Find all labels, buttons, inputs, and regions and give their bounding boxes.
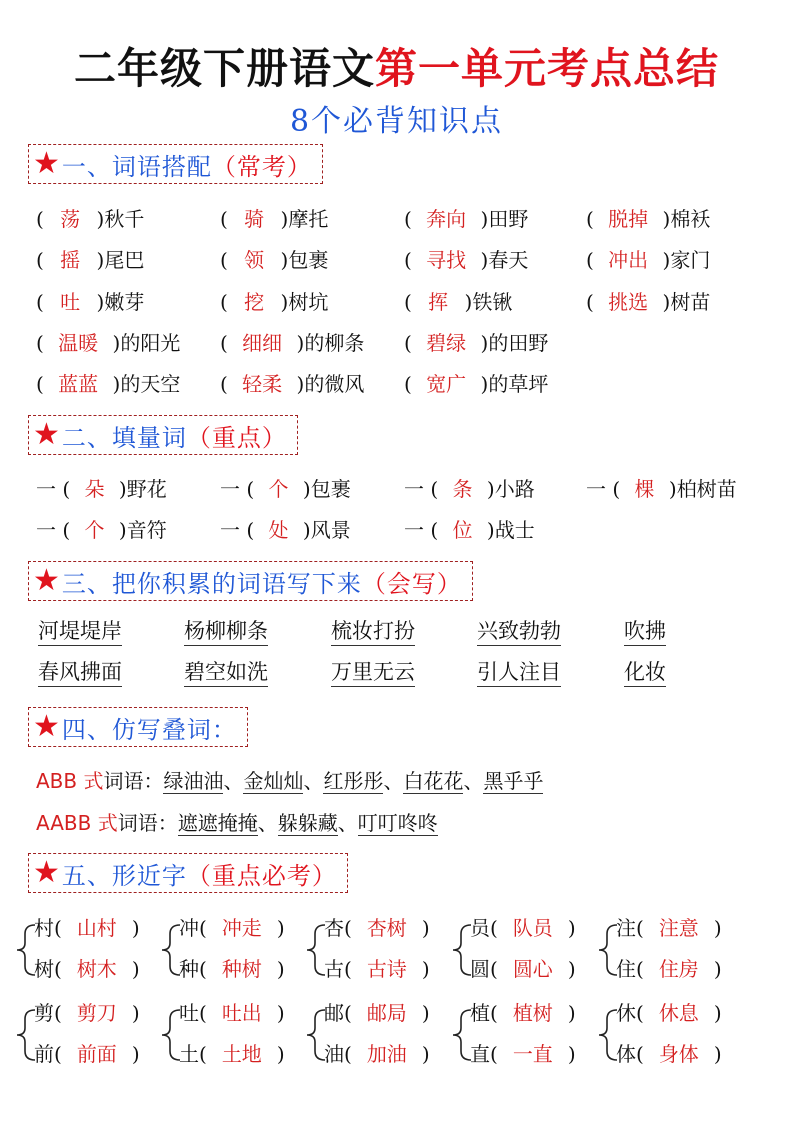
measure-item xyxy=(36,473,167,502)
separator: 、 xyxy=(337,811,358,835)
open-paren: ( xyxy=(36,372,51,396)
close-paren: ) xyxy=(131,1042,140,1066)
reduplicated-word: 绿油油 xyxy=(163,769,224,793)
open-paren: ( xyxy=(404,290,419,314)
measure-item xyxy=(220,473,351,502)
close-paren: ) xyxy=(421,1042,430,1066)
open-paren: ( xyxy=(404,248,419,272)
vocab-word: 吹拂 xyxy=(624,618,666,646)
char-line xyxy=(34,912,140,941)
item-text: )野花 xyxy=(112,477,167,501)
example-word: 前面 xyxy=(76,1042,117,1066)
section-3-header xyxy=(28,561,473,601)
vocab-word: 引人注目 xyxy=(477,659,561,687)
source-char: 树( xyxy=(34,957,62,981)
item-text: )音符 xyxy=(112,518,167,542)
vocab-word: 梳妆打扮 xyxy=(331,618,415,646)
reduplicated-word: 金灿灿 xyxy=(243,769,304,793)
close-paren: ) xyxy=(713,957,722,981)
close-paren: ) xyxy=(276,1001,285,1025)
answer-text: 棵 xyxy=(634,477,655,501)
source-char: 古( xyxy=(324,957,352,981)
collocation-item xyxy=(36,244,144,273)
vocab-word: 碧空如洗 xyxy=(184,659,268,687)
answer-text: 寻找 xyxy=(426,248,467,272)
close-paren: ) xyxy=(421,1001,430,1025)
char-line xyxy=(616,997,722,1026)
vocab-word: 河堤堤岸 xyxy=(38,618,122,646)
pattern-label: AABB 式 xyxy=(36,811,118,835)
source-char: 员( xyxy=(470,916,498,940)
answer-text: 冲出 xyxy=(608,248,649,272)
collocation-item xyxy=(36,368,180,397)
example-word: 山村 xyxy=(76,916,117,940)
collocation-item xyxy=(36,286,144,315)
char-line xyxy=(470,997,576,1026)
close-paren: ) xyxy=(421,916,430,940)
star-icon: ★ xyxy=(33,709,60,744)
page-title xyxy=(0,36,793,96)
close-paren: ) xyxy=(713,1042,722,1066)
answer-text: 挖 xyxy=(244,290,265,314)
vocab-word: 春风拂面 xyxy=(38,659,122,687)
close-paren: ) xyxy=(567,1042,576,1066)
section-5-header xyxy=(28,853,348,893)
source-char: 土( xyxy=(179,1042,207,1066)
separator: 、 xyxy=(463,769,484,793)
example-word: 加油 xyxy=(366,1042,407,1066)
source-char: 植( xyxy=(470,1001,498,1025)
source-char: 直( xyxy=(470,1042,498,1066)
collocation-item xyxy=(220,286,328,315)
item-text: )的田野 xyxy=(474,331,549,355)
source-char: 种( xyxy=(179,957,207,981)
source-char: 注( xyxy=(616,916,644,940)
open-paren: ( xyxy=(36,207,51,231)
collocation-item xyxy=(220,368,364,397)
open-paren: ( xyxy=(404,331,419,355)
char-line xyxy=(616,912,722,941)
example-word: 杏树 xyxy=(366,916,407,940)
pattern-suffix: 词语： xyxy=(103,769,164,793)
close-paren: ) xyxy=(276,916,285,940)
page-subtitle: 8个必背知识点 xyxy=(289,104,504,139)
item-text: )战士 xyxy=(480,518,535,542)
collocation-item xyxy=(404,368,548,397)
char-pair xyxy=(153,910,303,996)
section-note: （重点） xyxy=(186,423,287,452)
measure-item xyxy=(220,514,351,543)
open-paren: ( xyxy=(36,331,51,355)
section-note: （常考） xyxy=(211,152,312,181)
item-text: )秋千 xyxy=(90,207,145,231)
example-word: 古诗 xyxy=(366,957,407,981)
vocab-word: 化妆 xyxy=(624,659,666,687)
source-char: 圆( xyxy=(470,957,498,981)
char-line xyxy=(179,997,285,1026)
source-char: 油( xyxy=(324,1042,352,1066)
close-paren: ) xyxy=(567,957,576,981)
close-paren: ) xyxy=(131,1001,140,1025)
answer-text: 蓝蓝 xyxy=(58,372,99,396)
collocation-item xyxy=(404,327,548,356)
char-pair xyxy=(590,995,740,1081)
open-paren: ( xyxy=(220,290,235,314)
close-paren: ) xyxy=(713,916,722,940)
collocation-item xyxy=(36,327,180,356)
section-note: （重点必考） xyxy=(186,861,337,890)
source-char: 村( xyxy=(34,916,62,940)
item-text: )尾巴 xyxy=(90,248,145,272)
collocation-item xyxy=(404,244,528,273)
title-part1: 二年级下册语文 xyxy=(73,44,375,93)
example-word: 休息 xyxy=(658,1001,699,1025)
item-text: )树苗 xyxy=(656,290,711,314)
source-char: 体( xyxy=(616,1042,644,1066)
answer-text: 朵 xyxy=(84,477,105,501)
char-line xyxy=(324,953,430,982)
item-text: )嫩芽 xyxy=(90,290,145,314)
section-2-header xyxy=(28,415,298,455)
number-text: 一 ( xyxy=(586,477,627,501)
section-note: （会写） xyxy=(361,569,462,598)
example-word: 种树 xyxy=(221,957,262,981)
open-paren: ( xyxy=(220,331,235,355)
example-word: 植树 xyxy=(512,1001,553,1025)
char-line xyxy=(34,997,140,1026)
reduplicated-word: 叮叮咚咚 xyxy=(357,811,438,835)
char-line xyxy=(34,953,140,982)
close-paren: ) xyxy=(131,916,140,940)
item-text: )的天空 xyxy=(106,372,181,396)
char-line xyxy=(324,1038,430,1067)
close-paren: ) xyxy=(713,1001,722,1025)
item-text: )的阳光 xyxy=(106,331,181,355)
title-part2: 第一单元考点总结 xyxy=(375,44,720,93)
pattern-suffix: 词语： xyxy=(117,811,178,835)
separator: 、 xyxy=(257,811,278,835)
collocation-item xyxy=(586,286,710,315)
close-paren: ) xyxy=(421,957,430,981)
char-pair xyxy=(298,995,448,1081)
collocation-item xyxy=(220,244,328,273)
item-text: )包裹 xyxy=(296,477,351,501)
char-line xyxy=(470,912,576,941)
number-text: 一 ( xyxy=(404,518,445,542)
answer-text: 骑 xyxy=(244,207,265,231)
answer-text: 个 xyxy=(84,518,105,542)
char-line xyxy=(470,953,576,982)
answer-text: 处 xyxy=(268,518,289,542)
reduplicated-word: 白花花 xyxy=(403,769,464,793)
open-paren: ( xyxy=(586,248,601,272)
collocation-item xyxy=(404,203,528,232)
answer-text: 吐 xyxy=(60,290,81,314)
open-paren: ( xyxy=(404,372,419,396)
item-text: )的微风 xyxy=(290,372,365,396)
reduplication-row xyxy=(36,807,438,836)
reduplication-row xyxy=(36,765,543,794)
example-word: 邮局 xyxy=(366,1001,407,1025)
char-line xyxy=(179,912,285,941)
item-text: )田野 xyxy=(474,207,529,231)
number-text: 一 ( xyxy=(220,477,261,501)
measure-item xyxy=(586,473,737,502)
answer-text: 个 xyxy=(268,477,289,501)
answer-text: 轻柔 xyxy=(242,372,283,396)
char-line xyxy=(616,1038,722,1067)
answer-text: 挑选 xyxy=(608,290,649,314)
example-word: 身体 xyxy=(658,1042,699,1066)
reduplicated-word: 黑乎乎 xyxy=(483,769,544,793)
answer-text: 脱掉 xyxy=(608,207,649,231)
close-paren: ) xyxy=(567,1001,576,1025)
answer-text: 碧绿 xyxy=(426,331,467,355)
close-paren: ) xyxy=(567,916,576,940)
item-text: )风景 xyxy=(296,518,351,542)
answer-text: 条 xyxy=(452,477,473,501)
answer-text: 摇 xyxy=(60,248,81,272)
open-paren: ( xyxy=(220,372,235,396)
star-icon: ★ xyxy=(33,563,60,598)
char-line xyxy=(34,1038,140,1067)
open-paren: ( xyxy=(220,207,235,231)
section-heading: 一、词语搭配 xyxy=(61,152,212,181)
pattern-label: ABB 式 xyxy=(36,769,104,793)
char-pair xyxy=(8,910,158,996)
section-heading: 五、形近字 xyxy=(61,861,187,890)
example-word: 冲走 xyxy=(221,916,262,940)
item-text: )铁锹 xyxy=(458,290,513,314)
source-char: 住( xyxy=(616,957,644,981)
collocation-item xyxy=(404,286,512,315)
separator: 、 xyxy=(383,769,404,793)
example-word: 队员 xyxy=(512,916,553,940)
number-text: 一 ( xyxy=(36,477,77,501)
answer-text: 细细 xyxy=(242,331,283,355)
example-word: 剪刀 xyxy=(76,1001,117,1025)
section-4-header xyxy=(28,707,248,747)
source-char: 休( xyxy=(616,1001,644,1025)
separator: 、 xyxy=(303,769,324,793)
separator: 、 xyxy=(223,769,244,793)
open-paren: ( xyxy=(220,248,235,272)
example-word: 树木 xyxy=(76,957,117,981)
item-text: )柏树苗 xyxy=(662,477,737,501)
measure-item xyxy=(404,514,535,543)
close-paren: ) xyxy=(276,1042,285,1066)
source-char: 杏( xyxy=(324,916,352,940)
source-char: 剪( xyxy=(34,1001,62,1025)
char-line xyxy=(470,1038,576,1067)
star-icon: ★ xyxy=(33,855,60,890)
source-char: 冲( xyxy=(179,916,207,940)
example-word: 吐出 xyxy=(221,1001,262,1025)
item-text: )的草坪 xyxy=(474,372,549,396)
section-heading: 三、把你积累的词语写下来 xyxy=(61,569,362,598)
char-line xyxy=(179,1038,285,1067)
open-paren: ( xyxy=(586,290,601,314)
char-line xyxy=(616,953,722,982)
example-word: 住房 xyxy=(658,957,699,981)
item-text: )小路 xyxy=(480,477,535,501)
collocation-item xyxy=(220,327,364,356)
item-text: )的柳条 xyxy=(290,331,365,355)
example-word: 圆心 xyxy=(512,957,553,981)
item-text: )树坑 xyxy=(274,290,329,314)
answer-text: 宽广 xyxy=(426,372,467,396)
answer-text: 领 xyxy=(244,248,265,272)
reduplicated-word: 红彤彤 xyxy=(323,769,384,793)
char-pair xyxy=(444,995,594,1081)
vocab-word: 杨柳柳条 xyxy=(184,618,268,646)
answer-text: 荡 xyxy=(60,207,81,231)
reduplicated-word: 躲躲藏 xyxy=(277,811,338,835)
collocation-item xyxy=(586,203,710,232)
open-paren: ( xyxy=(36,248,51,272)
measure-item xyxy=(404,473,535,502)
open-paren: ( xyxy=(404,207,419,231)
item-text: )摩托 xyxy=(274,207,329,231)
answer-text: 挥 xyxy=(428,290,449,314)
char-line xyxy=(179,953,285,982)
section-heading: 四、仿写叠词： xyxy=(61,715,237,744)
source-char: 吐( xyxy=(179,1001,207,1025)
item-text: )包裹 xyxy=(274,248,329,272)
measure-item xyxy=(36,514,167,543)
collocation-item xyxy=(220,203,328,232)
example-word: 土地 xyxy=(221,1042,262,1066)
number-text: 一 ( xyxy=(36,518,77,542)
char-pair xyxy=(444,910,594,996)
section-1-header xyxy=(28,144,323,184)
answer-text: 位 xyxy=(452,518,473,542)
number-text: 一 ( xyxy=(220,518,261,542)
example-word: 一直 xyxy=(512,1042,553,1066)
open-paren: ( xyxy=(586,207,601,231)
star-icon: ★ xyxy=(33,417,60,452)
char-pair xyxy=(590,910,740,996)
close-paren: ) xyxy=(276,957,285,981)
answer-text: 温暖 xyxy=(58,331,99,355)
star-icon: ★ xyxy=(33,146,60,181)
vocab-word: 万里无云 xyxy=(331,659,415,687)
char-line xyxy=(324,912,430,941)
char-line xyxy=(324,997,430,1026)
collocation-item xyxy=(586,244,710,273)
number-text: 一 ( xyxy=(404,477,445,501)
source-char: 邮( xyxy=(324,1001,352,1025)
open-paren: ( xyxy=(36,290,51,314)
reduplicated-word: 遮遮掩掩 xyxy=(177,811,258,835)
char-pair xyxy=(8,995,158,1081)
collocation-item xyxy=(36,203,144,232)
section-heading: 二、填量词 xyxy=(61,423,187,452)
answer-text: 奔向 xyxy=(426,207,467,231)
item-text: )家门 xyxy=(656,248,711,272)
item-text: )春天 xyxy=(474,248,529,272)
char-pair xyxy=(298,910,448,996)
char-pair xyxy=(153,995,303,1081)
close-paren: ) xyxy=(131,957,140,981)
source-char: 前( xyxy=(34,1042,62,1066)
vocab-word: 兴致勃勃 xyxy=(477,618,561,646)
item-text: )棉袄 xyxy=(656,207,711,231)
example-word: 注意 xyxy=(658,916,699,940)
